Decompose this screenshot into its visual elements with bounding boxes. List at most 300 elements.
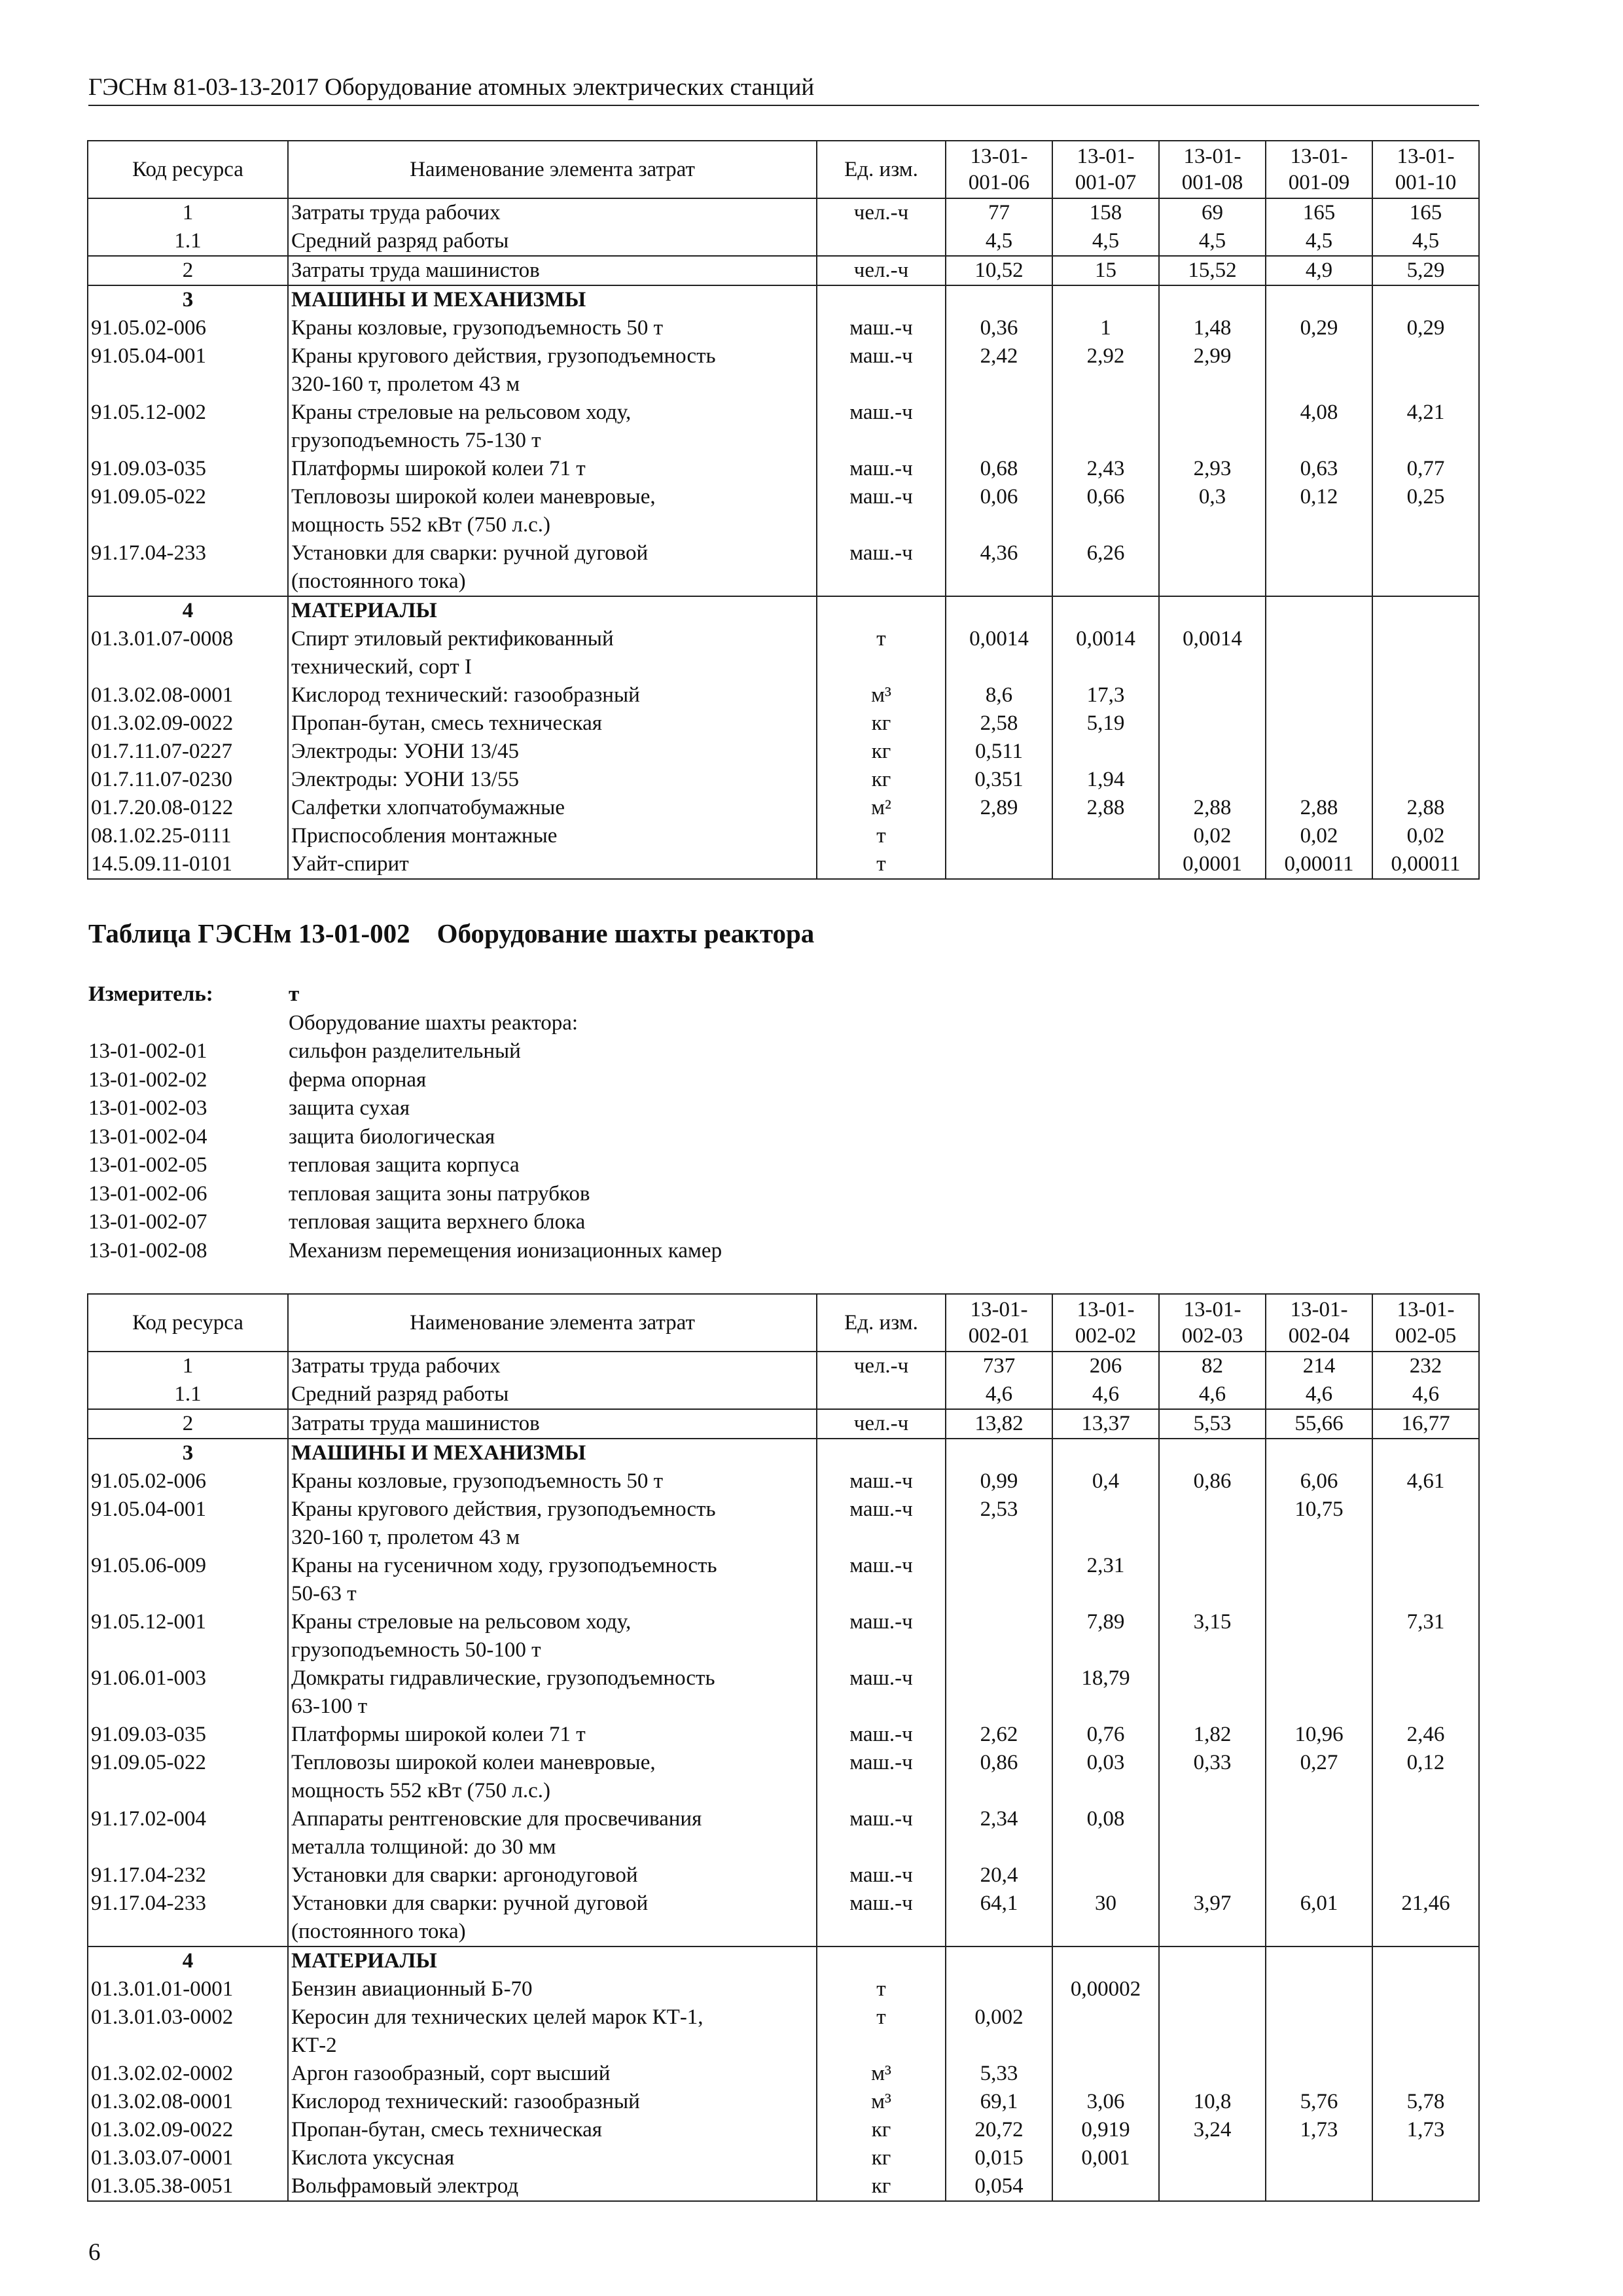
value-cell: [1159, 1664, 1266, 1721]
value-cell: [1159, 1946, 1266, 1975]
value-cell: 0,66: [1052, 483, 1159, 539]
resource-code-cell: 91.05.06-009: [88, 1552, 288, 1608]
value-cell: 4,5: [1266, 227, 1372, 256]
resource-name-line: МАТЕРИАЛЫ: [291, 599, 437, 622]
resource-name-cell: [288, 285, 817, 314]
value-cell: [1266, 1664, 1372, 1721]
value-cell: 5,33: [946, 2060, 1052, 2088]
resource-name-cell: [288, 1439, 817, 1467]
value-cell: [946, 285, 1052, 314]
value-cell: [1052, 399, 1159, 455]
resource-code-cell: 91.05.12-002: [88, 399, 288, 455]
table-row: [88, 1439, 1479, 1467]
value-cell: 2,92: [1052, 342, 1159, 399]
resource-name-line: Тепловозы широкой колеи маневровые,: [291, 1751, 656, 1774]
value-cell: [1372, 285, 1479, 314]
measure-item-text: тепловая защита корпуса: [289, 1153, 520, 1177]
resource-name-cell: [288, 766, 817, 794]
table-row: [88, 2003, 1479, 2060]
resource-name-line: 50-63 т: [291, 1582, 357, 1605]
unit-cell: кг: [817, 2172, 946, 2201]
header-code: Код ресурса: [88, 1294, 288, 1352]
resource-name-cell: [288, 2116, 817, 2144]
resource-name-line: Кислород технический: газообразный: [291, 683, 640, 707]
value-cell: 4,6: [1159, 1380, 1266, 1409]
resource-code-cell: 01.3.05.38-0051: [88, 2172, 288, 2201]
value-cell: 6,26: [1052, 539, 1159, 596]
value-cell: [1372, 709, 1479, 738]
value-cell: 4,6: [1372, 1380, 1479, 1409]
resource-name-line: 63-100 т: [291, 1695, 368, 1718]
resource-name-line: Кислота уксусная: [291, 2146, 455, 2170]
value-cell: [1266, 1975, 1372, 2003]
resource-code-cell: 01.3.02.08-0001: [88, 681, 288, 709]
value-cell: 4,21: [1372, 399, 1479, 455]
value-cell: [1159, 738, 1266, 766]
value-cell: 0,002: [946, 2003, 1052, 2060]
resource-name-line: МАШИНЫ И МЕХАНИЗМЫ: [291, 288, 586, 312]
resource-code-cell: 91.05.04-001: [88, 342, 288, 399]
unit-cell: [817, 1946, 946, 1975]
value-cell: 0,06: [946, 483, 1052, 539]
value-cell: [1052, 738, 1159, 766]
unit-cell: м³: [817, 681, 946, 709]
resource-name-line: грузоподъемность 50-100 т: [291, 1638, 541, 1662]
resource-code-cell: 91.09.05-022: [88, 1749, 288, 1805]
value-cell: 13,82: [946, 1409, 1052, 1439]
value-cell: 1,82: [1159, 1721, 1266, 1749]
measure-item-code: 13-01-002-05: [88, 1153, 207, 1177]
header-norm-code-part: 13-01-: [1397, 1298, 1455, 1321]
resource-code-cell: 91.17.04-233: [88, 1890, 288, 1946]
resource-name-cell: [288, 539, 817, 596]
resource-name-line: Уайт-спирит: [291, 852, 409, 876]
resource-name-cell: [288, 625, 817, 681]
value-cell: [946, 1608, 1052, 1664]
value-cell: 4,6: [1052, 1380, 1159, 1409]
value-cell: [946, 1946, 1052, 1975]
table-row: [88, 1467, 1479, 1496]
header-norm-code-part: 001-07: [1075, 171, 1137, 194]
resource-name-line: Платформы широкой колеи 71 т: [291, 1723, 586, 1746]
value-cell: 5,29: [1372, 256, 1479, 285]
value-cell: [1159, 1975, 1266, 2003]
table-row: [88, 455, 1479, 483]
header-norm-code-part: 002-03: [1181, 1324, 1243, 1348]
value-cell: 1,48: [1159, 314, 1266, 342]
value-cell: 4,5: [1159, 227, 1266, 256]
value-cell: 2,88: [1372, 794, 1479, 822]
unit-cell: маш.-ч: [817, 342, 946, 399]
unit-cell: м²: [817, 794, 946, 822]
value-cell: 0,511: [946, 738, 1052, 766]
resource-name-cell: [288, 1552, 817, 1608]
value-cell: [1052, 2003, 1159, 2060]
value-cell: 4,5: [1052, 227, 1159, 256]
unit-cell: т: [817, 625, 946, 681]
table-row: [88, 625, 1479, 681]
resource-table-13-01-001: [87, 140, 1480, 880]
measure-item-text: сильфон разделительный: [289, 1039, 521, 1063]
resource-code-cell: 3: [88, 1439, 288, 1467]
resource-name-line: Затраты труда машинистов: [291, 1412, 540, 1435]
measure-item-text: ферма опорная: [289, 1067, 427, 1092]
value-cell: [1266, 1439, 1372, 1467]
table-row: [88, 285, 1479, 314]
unit-cell: маш.-ч: [817, 1467, 946, 1496]
table-row: [88, 2060, 1479, 2088]
resource-name-cell: [288, 596, 817, 625]
value-cell: 55,66: [1266, 1409, 1372, 1439]
value-cell: 0,86: [1159, 1467, 1266, 1496]
value-cell: [1372, 1861, 1479, 1890]
resource-name-line: Краны кругового действия, грузоподъемность: [291, 1498, 716, 1521]
value-cell: 2,53: [946, 1496, 1052, 1552]
table-row: [88, 738, 1479, 766]
value-cell: [1266, 596, 1372, 625]
resource-code-cell: 01.3.02.08-0001: [88, 2088, 288, 2116]
unit-cell: [817, 1439, 946, 1467]
value-cell: 214: [1266, 1352, 1372, 1380]
value-cell: 18,79: [1052, 1664, 1159, 1721]
value-cell: [1159, 596, 1266, 625]
header-norm-code: [1372, 141, 1479, 198]
value-cell: [1266, 539, 1372, 596]
resource-code-cell: 3: [88, 285, 288, 314]
value-cell: [946, 596, 1052, 625]
table-row: [88, 1721, 1479, 1749]
resource-code-cell: 91.09.03-035: [88, 1721, 288, 1749]
value-cell: [1372, 539, 1479, 596]
value-cell: [946, 1975, 1052, 2003]
resource-name-line: Средний разряд работы: [291, 1382, 509, 1406]
value-cell: [1372, 625, 1479, 681]
unit-cell: т: [817, 822, 946, 850]
unit-cell: кг: [817, 2116, 946, 2144]
value-cell: 0,03: [1052, 1749, 1159, 1805]
value-cell: 0,001: [1052, 2144, 1159, 2172]
resource-code-cell: 1: [88, 1352, 288, 1380]
resource-name-line: МАШИНЫ И МЕХАНИЗМЫ: [291, 1441, 586, 1465]
resource-name-line: Спирт этиловый ректификованный: [291, 627, 614, 651]
value-cell: 3,15: [1159, 1608, 1266, 1664]
table-row: [88, 681, 1479, 709]
resource-code-cell: 91.17.04-232: [88, 1861, 288, 1890]
header-norm-code: [1159, 141, 1266, 198]
value-cell: [1372, 1946, 1479, 1975]
value-cell: [1159, 285, 1266, 314]
value-cell: 20,4: [946, 1861, 1052, 1890]
value-cell: 2,88: [1266, 794, 1372, 822]
value-cell: [1159, 2060, 1266, 2088]
resource-table-13-01-002: [87, 1293, 1480, 2202]
header-norm-code-part: 13-01-: [1397, 145, 1455, 168]
resource-name-cell: [288, 2088, 817, 2116]
table-row: [88, 1805, 1479, 1861]
unit-cell: маш.-ч: [817, 1721, 946, 1749]
value-cell: 0,27: [1266, 1749, 1372, 1805]
resource-code-cell: 4: [88, 1946, 288, 1975]
measure-item: [88, 1151, 722, 1180]
header-unit: Ед. изм.: [817, 141, 946, 198]
value-cell: [1372, 738, 1479, 766]
resource-name-line: Платформы широкой колеи 71 т: [291, 457, 586, 480]
value-cell: [1159, 2003, 1266, 2060]
value-cell: 1,73: [1266, 2116, 1372, 2144]
value-cell: [1266, 738, 1372, 766]
resource-name-line: мощность 552 кВт (750 л.с.): [291, 1779, 550, 1803]
resource-name-line: МАТЕРИАЛЫ: [291, 1949, 437, 1973]
resource-code-cell: 01.7.20.08-0122: [88, 794, 288, 822]
unit-cell: маш.-ч: [817, 1805, 946, 1861]
resource-code-cell: 91.05.04-001: [88, 1496, 288, 1552]
value-cell: 0,00002: [1052, 1975, 1159, 2003]
value-cell: [1159, 681, 1266, 709]
value-cell: 4,5: [946, 227, 1052, 256]
unit-cell: кг: [817, 709, 946, 738]
table-row: [88, 2116, 1479, 2144]
value-cell: 0,02: [1266, 822, 1372, 850]
measure-item-text: защита сухая: [289, 1096, 410, 1120]
value-cell: 15: [1052, 256, 1159, 285]
resource-name-line: КТ-2: [291, 2034, 337, 2057]
resource-name-line: Тепловозы широкой колеи маневровые,: [291, 485, 656, 509]
resource-code-cell: 91.09.05-022: [88, 483, 288, 539]
value-cell: 165: [1372, 198, 1479, 227]
unit-cell: маш.-ч: [817, 1861, 946, 1890]
resource-name-line: Затраты труда рабочих: [291, 1354, 501, 1378]
value-cell: 0,12: [1266, 483, 1372, 539]
value-cell: [1372, 1975, 1479, 2003]
header-norm-code: [1266, 1294, 1372, 1352]
value-cell: 0,351: [946, 766, 1052, 794]
table-row: [88, 256, 1479, 285]
resource-name-cell: [288, 1496, 817, 1552]
value-cell: 0,015: [946, 2144, 1052, 2172]
value-cell: 7,31: [1372, 1608, 1479, 1664]
resource-code-cell: 4: [88, 596, 288, 625]
measure-item-code: 13-01-002-02: [88, 1067, 207, 1092]
header-norm-code: [1266, 141, 1372, 198]
value-cell: 0,12: [1372, 1749, 1479, 1805]
unit-cell: маш.-ч: [817, 483, 946, 539]
resource-code-cell: 91.06.01-003: [88, 1664, 288, 1721]
value-cell: 5,76: [1266, 2088, 1372, 2116]
value-cell: [1372, 1805, 1479, 1861]
resource-name-line: Пропан-бутан, смесь техническая: [291, 2118, 602, 2142]
header-norm-code-part: 13-01-: [1290, 1298, 1348, 1321]
header-name: Наименование элемента затрат: [288, 141, 817, 198]
measure-item: [88, 1208, 722, 1237]
resource-code-cell: 91.05.02-006: [88, 314, 288, 342]
resource-code-cell: 1: [88, 198, 288, 227]
value-cell: [1052, 2172, 1159, 2201]
value-cell: 0,0014: [946, 625, 1052, 681]
value-cell: [1372, 2172, 1479, 2201]
value-cell: [1052, 1946, 1159, 1975]
value-cell: [1052, 850, 1159, 879]
value-cell: 0,99: [946, 1467, 1052, 1496]
resource-code-cell: 01.7.11.07-0227: [88, 738, 288, 766]
resource-name-line: Аргон газообразный, сорт высший: [291, 2062, 611, 2085]
table-row: [88, 1552, 1479, 1608]
value-cell: 6,01: [1266, 1890, 1372, 1946]
header-norm-code: [1159, 1294, 1266, 1352]
measure-item-code: 13-01-002-06: [88, 1181, 207, 1206]
resource-name-cell: [288, 1467, 817, 1496]
header-norm-code-part: 001-09: [1288, 171, 1350, 194]
resource-code-cell: 01.3.02.09-0022: [88, 709, 288, 738]
value-cell: [1372, 2060, 1479, 2088]
value-cell: 0,25: [1372, 483, 1479, 539]
measure-item-text: тепловая защита зоны патрубков: [289, 1181, 590, 1206]
resource-name-line: Салфетки хлопчатобумажные: [291, 796, 565, 819]
table-row: [88, 2088, 1479, 2116]
resource-name-line: Установки для сварки: ручной дуговой: [291, 541, 649, 565]
header-norm-code-part: 002-01: [968, 1324, 1030, 1348]
resource-name-line: Вольфрамовый электрод: [291, 2174, 519, 2198]
resource-name-cell: [288, 198, 817, 227]
resource-code-cell: 01.3.02.09-0022: [88, 2116, 288, 2144]
value-cell: [1052, 1439, 1159, 1467]
resource-name-line: технический, сорт I: [291, 655, 472, 679]
value-cell: 0,0001: [1159, 850, 1266, 879]
resource-name-cell: [288, 314, 817, 342]
value-cell: 0,63: [1266, 455, 1372, 483]
header-norm-code-part: 13-01-: [1077, 145, 1135, 168]
unit-cell: т: [817, 850, 946, 879]
header-norm-code: [1372, 1294, 1479, 1352]
resource-name-line: Краны козловые, грузоподъемность 50 т: [291, 1469, 664, 1493]
value-cell: 17,3: [1052, 681, 1159, 709]
header-norm-code: [1052, 141, 1159, 198]
unit-cell: чел.-ч: [817, 1352, 946, 1380]
value-cell: 0,919: [1052, 2116, 1159, 2144]
table-row: [88, 822, 1479, 850]
resource-name-line: (постоянного тока): [291, 1920, 466, 1943]
header-norm-code-part: 001-06: [968, 171, 1030, 194]
value-cell: 5,53: [1159, 1409, 1266, 1439]
value-cell: 0,02: [1159, 822, 1266, 850]
resource-name-cell: [288, 1749, 817, 1805]
resource-code-cell: 08.1.02.25-0111: [88, 822, 288, 850]
value-cell: [1159, 539, 1266, 596]
resource-code-cell: 01.3.01.03-0002: [88, 2003, 288, 2060]
value-cell: [946, 1552, 1052, 1608]
resource-name-cell: [288, 1380, 817, 1409]
resource-name-cell: [288, 1975, 817, 2003]
value-cell: 64,1: [946, 1890, 1052, 1946]
resource-name-line: Средний разряд работы: [291, 229, 509, 253]
value-cell: [1159, 2144, 1266, 2172]
value-cell: [1159, 1805, 1266, 1861]
value-cell: 13,37: [1052, 1409, 1159, 1439]
measure-item-code: 13-01-002-01: [88, 1039, 207, 1063]
value-cell: 4,6: [946, 1380, 1052, 1409]
resource-code-cell: 91.09.03-035: [88, 455, 288, 483]
page-header: ГЭСНм 81-03-13-2017 Оборудование атомных электрических станций: [88, 72, 1479, 106]
header-norm-code-part: 13-01-: [1183, 145, 1241, 168]
value-cell: [1372, 766, 1479, 794]
table-row: [88, 1608, 1479, 1664]
table-row: [88, 766, 1479, 794]
resource-name-cell: [288, 794, 817, 822]
measure-item: [88, 1180, 722, 1209]
resource-name-cell: [288, 2003, 817, 2060]
resource-name-cell: [288, 1664, 817, 1721]
value-cell: [1266, 766, 1372, 794]
resource-name-line: Установки для сварки: ручной дуговой: [291, 1892, 649, 1915]
value-cell: [1266, 342, 1372, 399]
value-cell: [1372, 1664, 1479, 1721]
value-cell: 737: [946, 1352, 1052, 1380]
header-norm-code-part: 13-01-: [1077, 1298, 1135, 1321]
resource-name-line: Краны на гусеничном ходу, грузоподъемность: [291, 1554, 717, 1577]
table-row: [88, 1409, 1479, 1439]
value-cell: 2,42: [946, 342, 1052, 399]
resource-code-cell: 91.17.02-004: [88, 1805, 288, 1861]
table-row: [88, 539, 1479, 596]
value-cell: [1372, 342, 1479, 399]
unit-cell: [817, 227, 946, 256]
resource-name-line: Затраты труда машинистов: [291, 259, 540, 282]
unit-cell: маш.-ч: [817, 399, 946, 455]
resource-name-cell: [288, 1608, 817, 1664]
value-cell: 0,29: [1372, 314, 1479, 342]
measure-items: [88, 1037, 722, 1265]
resource-code-cell: 01.3.01.01-0001: [88, 1975, 288, 2003]
resource-name-line: Приспособления монтажные: [291, 824, 558, 848]
value-cell: 10,8: [1159, 2088, 1266, 2116]
value-cell: [1266, 625, 1372, 681]
value-cell: [1159, 709, 1266, 738]
resource-name-cell: [288, 1352, 817, 1380]
table-row: [88, 1861, 1479, 1890]
resource-name-line: грузоподъемность 75-130 т: [291, 429, 541, 452]
value-cell: [1052, 285, 1159, 314]
value-cell: 7,89: [1052, 1608, 1159, 1664]
table-row: [88, 1946, 1479, 1975]
resource-code-cell: 1.1: [88, 227, 288, 256]
value-cell: [1372, 596, 1479, 625]
value-cell: 10,75: [1266, 1496, 1372, 1552]
resource-name-line: Краны стреловые на рельсовом ходу,: [291, 401, 632, 424]
unit-cell: [817, 596, 946, 625]
value-cell: [1052, 1861, 1159, 1890]
value-cell: 2,89: [946, 794, 1052, 822]
measure-unit: т: [289, 982, 300, 1006]
resource-name-cell: [288, 822, 817, 850]
value-cell: 77: [946, 198, 1052, 227]
header-norm-code-part: 13-01-: [1183, 1298, 1241, 1321]
value-cell: 3,97: [1159, 1890, 1266, 1946]
table-row: [88, 483, 1479, 539]
value-cell: 0,0014: [1159, 625, 1266, 681]
table-row: [88, 850, 1479, 879]
header-norm-code-part: 13-01-: [1290, 145, 1348, 168]
value-cell: 82: [1159, 1352, 1266, 1380]
unit-cell: [817, 285, 946, 314]
header-norm-code-part: 13-01-: [970, 145, 1028, 168]
table-row: [88, 342, 1479, 399]
resource-name-cell: [288, 1946, 817, 1975]
resource-name-cell: [288, 850, 817, 879]
resource-name-cell: [288, 1409, 817, 1439]
resource-name-line: Домкраты гидравлические, грузоподъемность: [291, 1666, 715, 1690]
value-cell: 5,19: [1052, 709, 1159, 738]
value-cell: 69: [1159, 198, 1266, 227]
value-cell: [946, 399, 1052, 455]
